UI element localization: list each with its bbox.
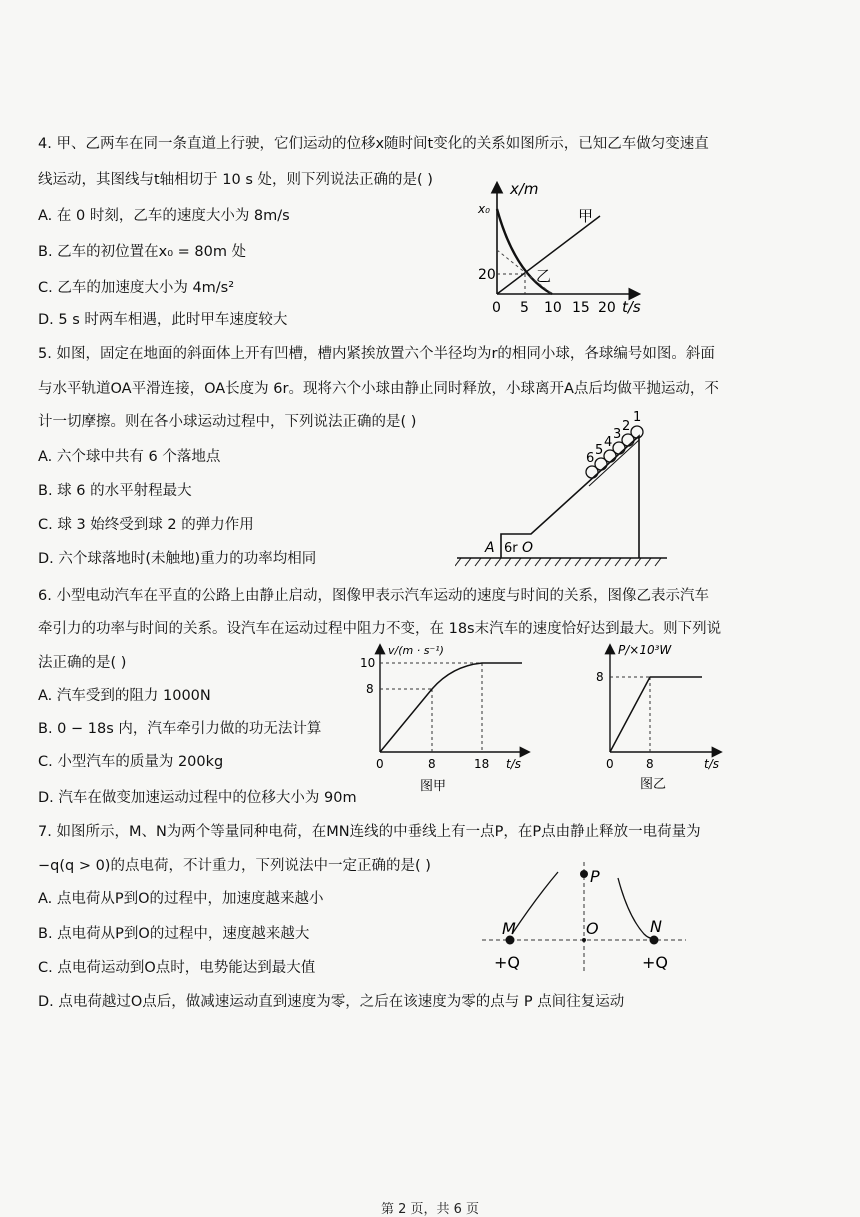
q6-jia-x-label: t/s [506, 757, 521, 771]
q7-label-n: N [650, 917, 662, 936]
q6-stem-line2: 牵引力的功率与时间的关系。设汽车在运动过程中阻力不变，在 18s末汽车的速度恰好达到最大。则下列说 [38, 621, 722, 637]
q6-jia-y-label: v/(m · s⁻¹) [388, 644, 444, 657]
q5-num-6: 6 [586, 451, 595, 466]
q6-yi-caption: 图乙 [640, 777, 667, 792]
q6-stem-line3: 法正确的是( ) [38, 655, 127, 671]
q6-yi-y8: 8 [596, 670, 604, 684]
q6-stem-line1: 6. 小型电动汽车在平直的公路上由静止启动，图像甲表示汽车运动的速度与时间的关系，图像乙表示汽车 [38, 588, 709, 604]
q7-option-a[interactable]: A. 点电荷从P到O的过程中，加速度越来越小 [38, 891, 324, 907]
q6-yi-curve [610, 677, 702, 752]
q6-jia-caption: 图甲 [420, 779, 447, 794]
q6-jia-y8: 8 [366, 682, 374, 696]
q6-jia-curve [380, 663, 522, 752]
q5-ball-1 [631, 426, 643, 438]
q4-label-jia: 甲 [578, 207, 594, 225]
q5-stem-line3: 计一切摩擦。则在各小球运动过程中，下列说法正确的是( ) [38, 414, 417, 430]
q5-option-a[interactable]: A. 六个球中共有 6 个落地点 [38, 449, 221, 465]
q4-x-label: t/s [622, 298, 641, 316]
q7-point-p [580, 870, 588, 878]
q7-label-m: M [502, 919, 516, 938]
q7-stem-line1: 7. 如图所示，M、N为两个等量同种电荷，在MN连线的中垂线上有一点P，在P点由静止释放一电荷量为 [38, 824, 701, 840]
q4-label-yi: 乙 [536, 267, 552, 285]
q4-tick-20: 20 [598, 300, 616, 316]
q7-option-b[interactable]: B. 点电荷从P到O的过程中，速度越来越大 [38, 926, 310, 942]
q5-num-3: 3 [613, 427, 622, 442]
q6-yi-x0: 0 [606, 757, 614, 771]
q4-xt-graph [470, 176, 660, 326]
q4-stem-line2: 线运动，其图线与t轴相切于 10 s 处，则下列说法正确的是( ) [38, 172, 433, 188]
q5-label-o: O [522, 540, 534, 556]
q6-option-a[interactable]: A. 汽车受到的阻力 1000N [38, 688, 211, 704]
q4-option-a[interactable]: A. 在 0 时刻，乙车的速度大小为 8m/s [38, 208, 290, 224]
q7-point-o [582, 938, 586, 942]
q6-velocity-graph [350, 640, 540, 800]
q6-jia-x8: 8 [428, 757, 436, 771]
q6-yi-x8: 8 [646, 757, 654, 771]
q4-y20-label: 20 [478, 267, 496, 283]
q6-option-d[interactable]: D. 汽车在做变加速运动过程中的位移大小为 90m [38, 790, 357, 806]
q7-label-o: O [586, 919, 599, 938]
q7-option-c[interactable]: C. 点电荷运动到O点时，电势能达到最大值 [38, 960, 316, 976]
q4-option-d[interactable]: D. 5 s 时两车相遇，此时甲车速度较大 [38, 312, 288, 328]
q5-option-b[interactable]: B. 球 6 的水平射程最大 [38, 483, 192, 499]
q5-label-a: A [485, 540, 495, 556]
q5-option-c[interactable]: C. 球 3 始终受到球 2 的弹力作用 [38, 517, 254, 533]
page-footer: 第 2 页，共 6 页 [380, 1202, 480, 1217]
q6-yi-y-label: P/×10³W [618, 643, 672, 657]
q6-option-b[interactable]: B. 0 − 18s 内，汽车牵引力做的功无法计算 [38, 721, 322, 737]
q7-option-d[interactable]: D. 点电荷越过O点后，做减速运动直到速度为零，之后在该速度为零的点与 P 点间往复运动 [38, 994, 625, 1010]
q7-charge-n [650, 936, 659, 945]
q4-x0-label: x₀ [478, 202, 490, 216]
q4-option-c[interactable]: C. 乙车的加速度大小为 4m/s² [38, 280, 235, 296]
q4-tick-10: 10 [544, 300, 562, 316]
q6-jia-x0: 0 [376, 757, 384, 771]
q5-stem-line1: 5. 如图，固定在地面的斜面体上开有凹槽，槽内紧挨放置六个半径均为r的相同小球，各球编号如图。斜面 [38, 346, 715, 362]
q5-num-1: 1 [633, 410, 642, 425]
q5-num-2: 2 [622, 419, 631, 434]
q5-stem-line2: 与水平轨道OA平滑连接，OA长度为 6r。现将六个小球由静止同时释放，小球离开A点后均做平抛运动，不 [38, 381, 719, 397]
q7-charge-n-value: +Q [642, 953, 668, 972]
q6-jia-x18: 18 [474, 757, 490, 771]
q6-yi-x-label: t/s [704, 757, 719, 771]
q6-option-c[interactable]: C. 小型汽车的质量为 200kg [38, 754, 224, 770]
q4-tick-5: 5 [520, 300, 529, 316]
q7-label-p: P [590, 867, 600, 886]
q6-power-graph [592, 640, 732, 800]
q4-option-b[interactable]: B. 乙车的初位置在x₀ = 80m 处 [38, 244, 247, 260]
q4-stem-line1: 4. 甲、乙两车在同一条直道上行驶，它们运动的位移x随时间t变化的关系如图所示，已知乙车做匀变速直 [38, 136, 709, 152]
q7-charges-figure [478, 858, 690, 978]
q5-incline-figure [455, 410, 675, 570]
q5-num-5: 5 [595, 443, 604, 458]
q5-option-d[interactable]: D. 六个球落地时(未触地)重力的功率均相同 [38, 551, 317, 567]
q7-charge-m-value: +Q [494, 953, 520, 972]
q7-stem-line2: −q(q > 0)的点电荷，不计重力，下列说法中一定正确的是( ) [38, 858, 431, 874]
q4-y-label: x/m [510, 180, 539, 198]
q5-label-6r: 6r [504, 541, 518, 556]
q5-num-4: 4 [604, 435, 613, 450]
q6-jia-y10: 10 [360, 656, 376, 670]
q4-tick-0: 0 [492, 300, 501, 316]
q4-tick-15: 15 [572, 300, 590, 316]
